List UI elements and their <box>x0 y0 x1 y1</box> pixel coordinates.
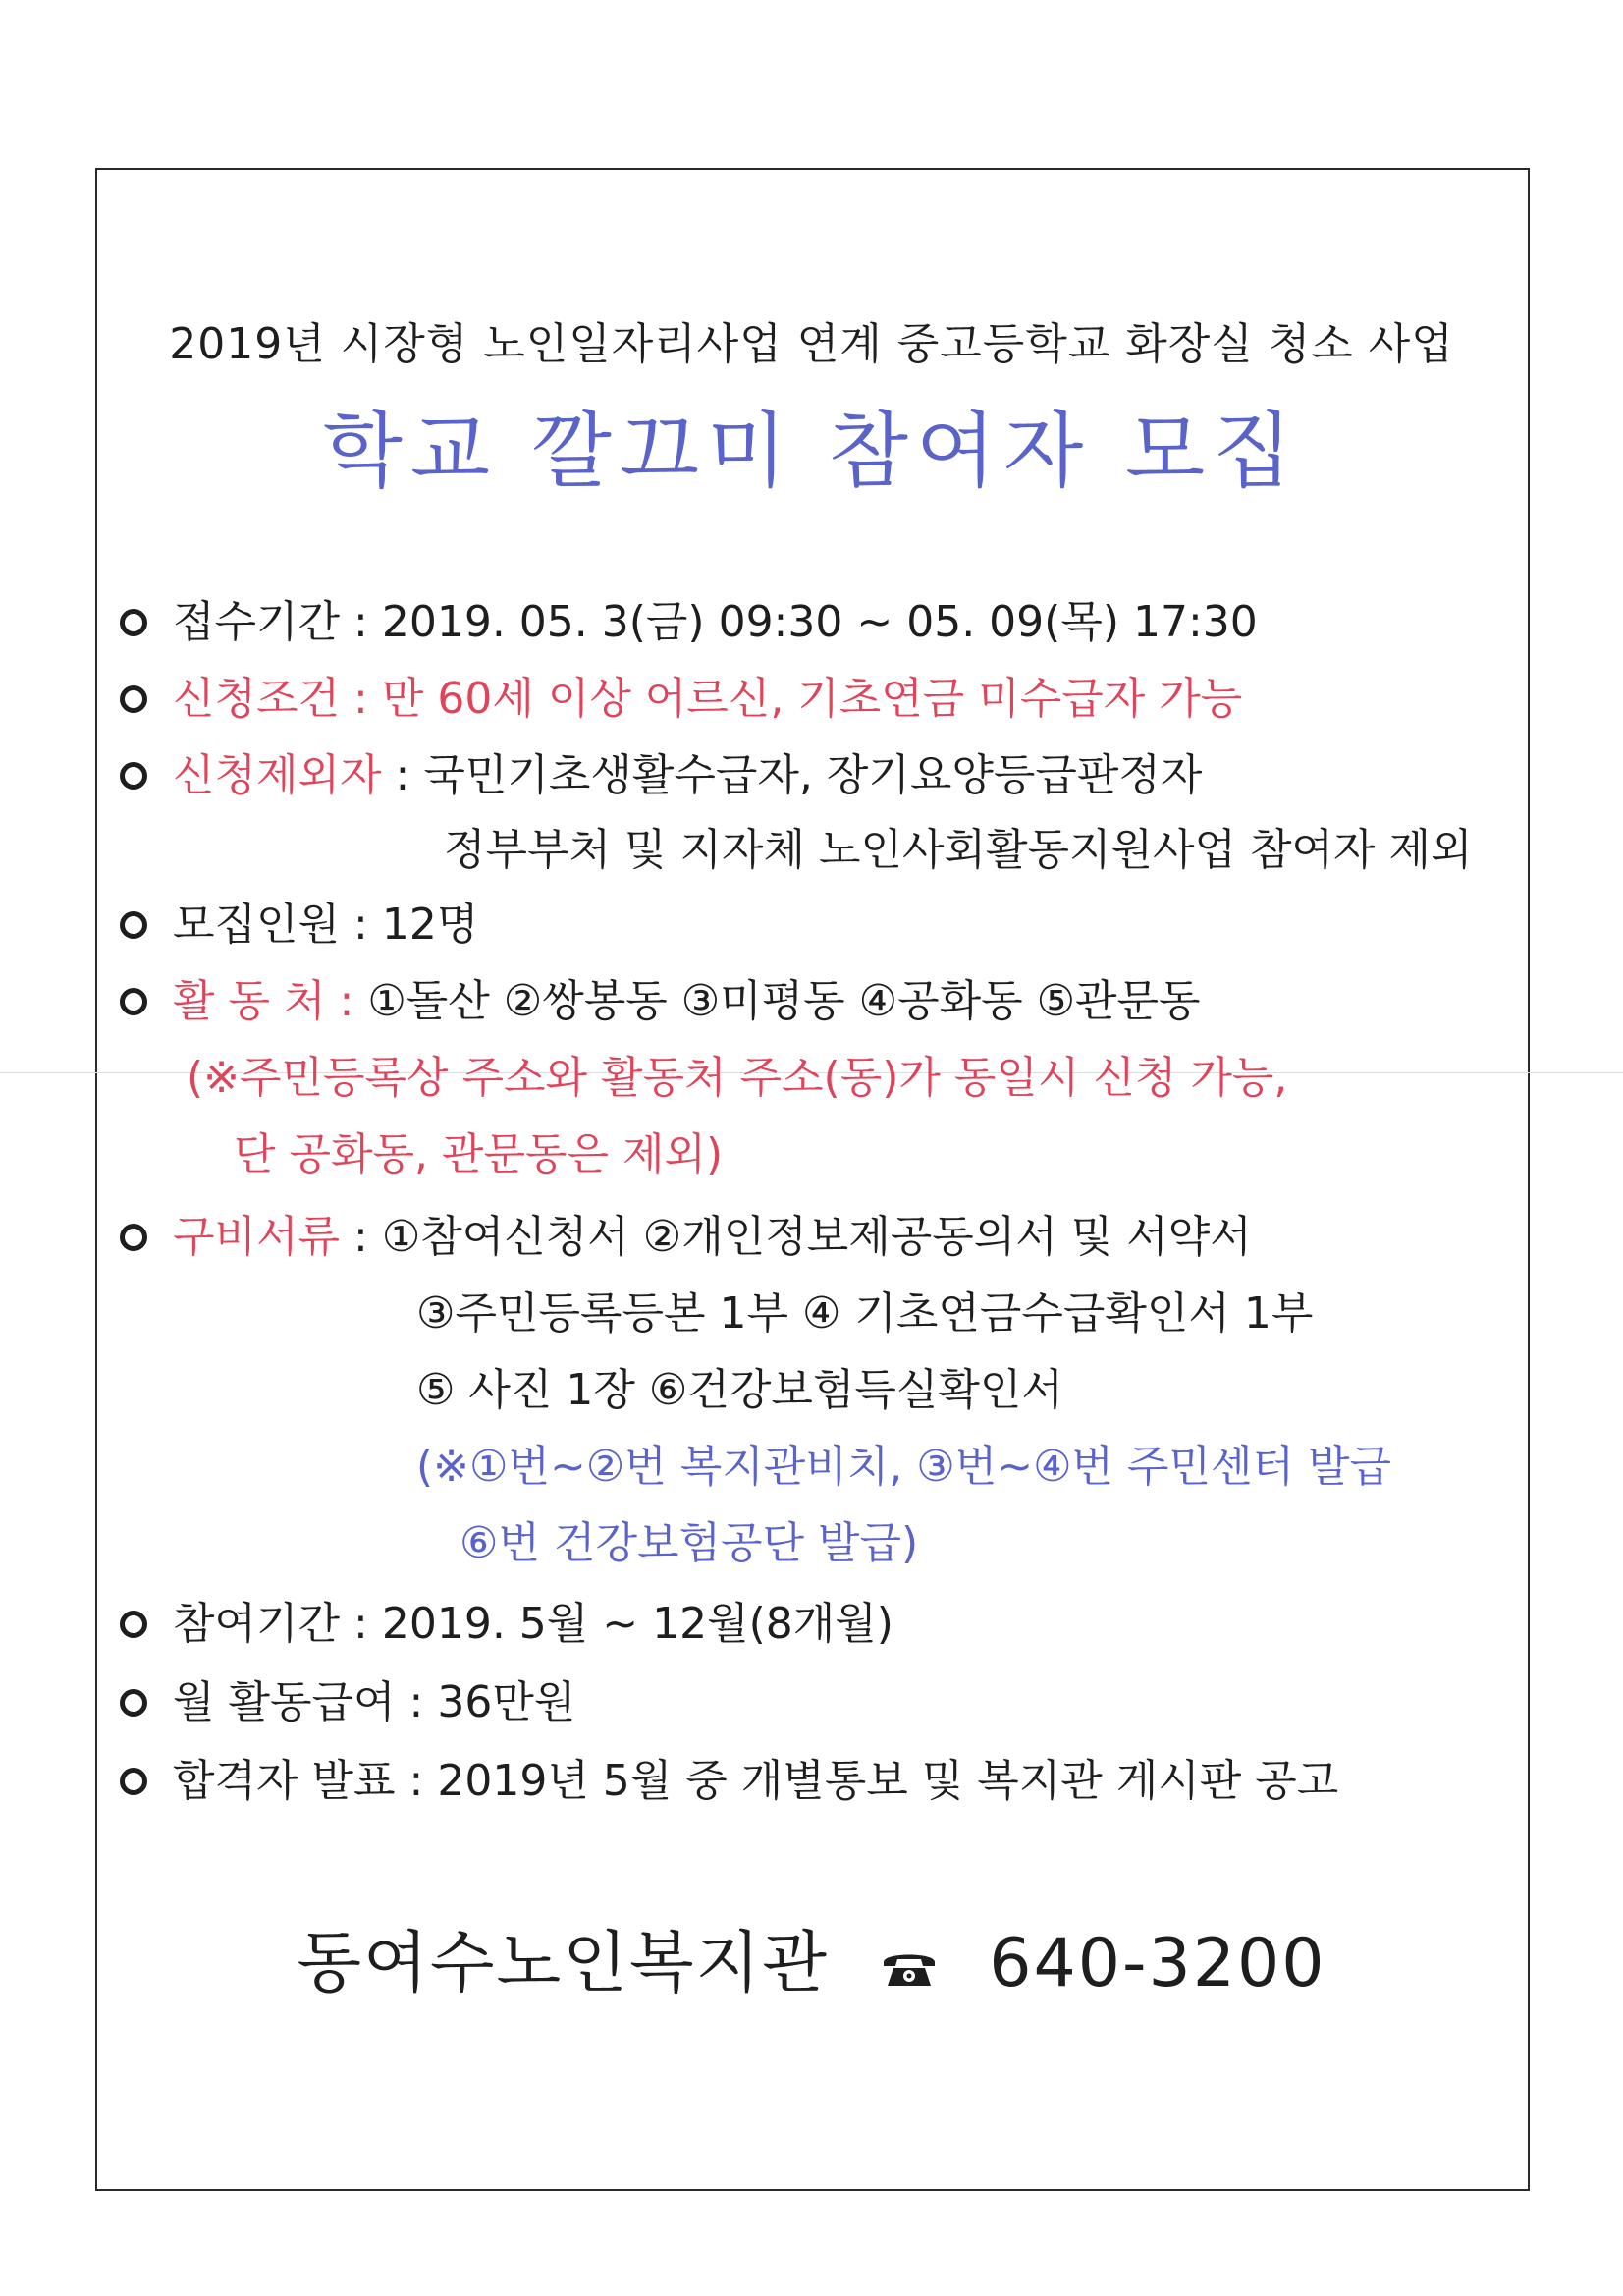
documents-label: 구비서류 <box>173 1212 341 1262</box>
announce-value: 2019년 5월 중 개별통보 및 복지관 게시판 공고 <box>437 1756 1339 1806</box>
item-documents <box>120 1210 1252 1265</box>
item-period <box>120 595 1258 650</box>
documents-line2: ③주민등록등본 1부 ④ 기초연금수급확인서 1부 <box>416 1288 1314 1339</box>
colon: : <box>353 1599 368 1649</box>
bullet-icon <box>120 1768 147 1795</box>
exclusion-line2: 정부부처 및 지자체 노인사회활동지원사업 참여자 제외 <box>444 825 1473 875</box>
item-pay <box>120 1675 575 1730</box>
recruit-label: 모집인원 <box>173 900 341 950</box>
exclusion-value: 국민기초생활수급자, 장기요양등급판정자 <box>423 750 1203 800</box>
contact-footer <box>0 1910 1623 2006</box>
phone-number: 640-3200 <box>989 1925 1326 2002</box>
bullet-icon <box>120 1611 147 1638</box>
item-condition <box>120 672 1242 727</box>
documents-line1: ①참여신청서 ②개인정보제공동의서 및 서약서 <box>381 1212 1252 1262</box>
site-value: ①돌산 ②쌍봉동 ③미평동 ④공화동 ⑤관문동 <box>367 976 1201 1026</box>
period-value: 2019. 05. 3(금) 09:30 ~ 05. 09(목) 17:30 <box>381 597 1258 647</box>
exclusion-label: 신청제외자 <box>173 750 382 800</box>
item-site <box>120 974 1201 1029</box>
participation-label: 참여기간 <box>173 1599 341 1649</box>
pay-value: 36만원 <box>437 1677 576 1727</box>
recruit-value: 12명 <box>381 900 479 950</box>
documents-note1: (※①번~②번 복지관비치, ③번~④번 주민센터 발급 <box>416 1442 1392 1492</box>
colon: : <box>408 1756 424 1806</box>
notice-subtitle: 2019년 시장형 노인일자리사업 연계 중고등학교 화장실 청소 사업 <box>169 319 1454 369</box>
bullet-icon <box>120 911 147 939</box>
bullet-icon <box>120 988 147 1015</box>
colon: : <box>353 1212 368 1262</box>
colon: : <box>353 674 368 724</box>
item-participation <box>120 1597 893 1652</box>
colon: : <box>408 1677 424 1727</box>
colon: : <box>339 976 354 1026</box>
pay-label: 월 활동급여 <box>173 1677 396 1727</box>
site-label: 활 동 처 <box>173 976 326 1026</box>
telephone-icon <box>878 1929 941 2006</box>
colon: : <box>353 900 368 950</box>
colon: : <box>395 750 410 800</box>
announce-label: 합격자 발표 <box>173 1756 396 1806</box>
bullet-icon <box>120 609 147 636</box>
organization-name: 동여수노인복지관 <box>297 1925 829 2002</box>
condition-label: 신청조건 <box>173 674 341 724</box>
documents-note2: ⑥번 건강보험공단 발급) <box>460 1518 919 1568</box>
period-label: 접수기간 <box>173 597 341 647</box>
item-recruit <box>120 898 478 953</box>
condition-value: 만 60세 이상 어르신, 기초연금 미수급자 가능 <box>381 674 1243 724</box>
bullet-icon <box>120 762 147 790</box>
colon: : <box>353 597 368 647</box>
notice-title: 학교 깔끄미 참여자 모집 <box>322 403 1301 499</box>
item-exclusion <box>120 748 1202 803</box>
bullet-icon <box>120 685 147 713</box>
site-note2: 단 공화동, 관문동은 제외) <box>234 1129 724 1179</box>
documents-line3: ⑤ 사진 1장 ⑥건강보험득실확인서 <box>416 1365 1063 1415</box>
bullet-icon <box>120 1224 147 1251</box>
participation-value: 2019. 5월 ~ 12월(8개월) <box>381 1599 893 1649</box>
item-announce <box>120 1754 1338 1809</box>
bullet-icon <box>120 1689 147 1717</box>
site-note1: (※주민등록상 주소와 활동처 주소(동)가 동일시 신청 가능, <box>187 1053 1288 1103</box>
